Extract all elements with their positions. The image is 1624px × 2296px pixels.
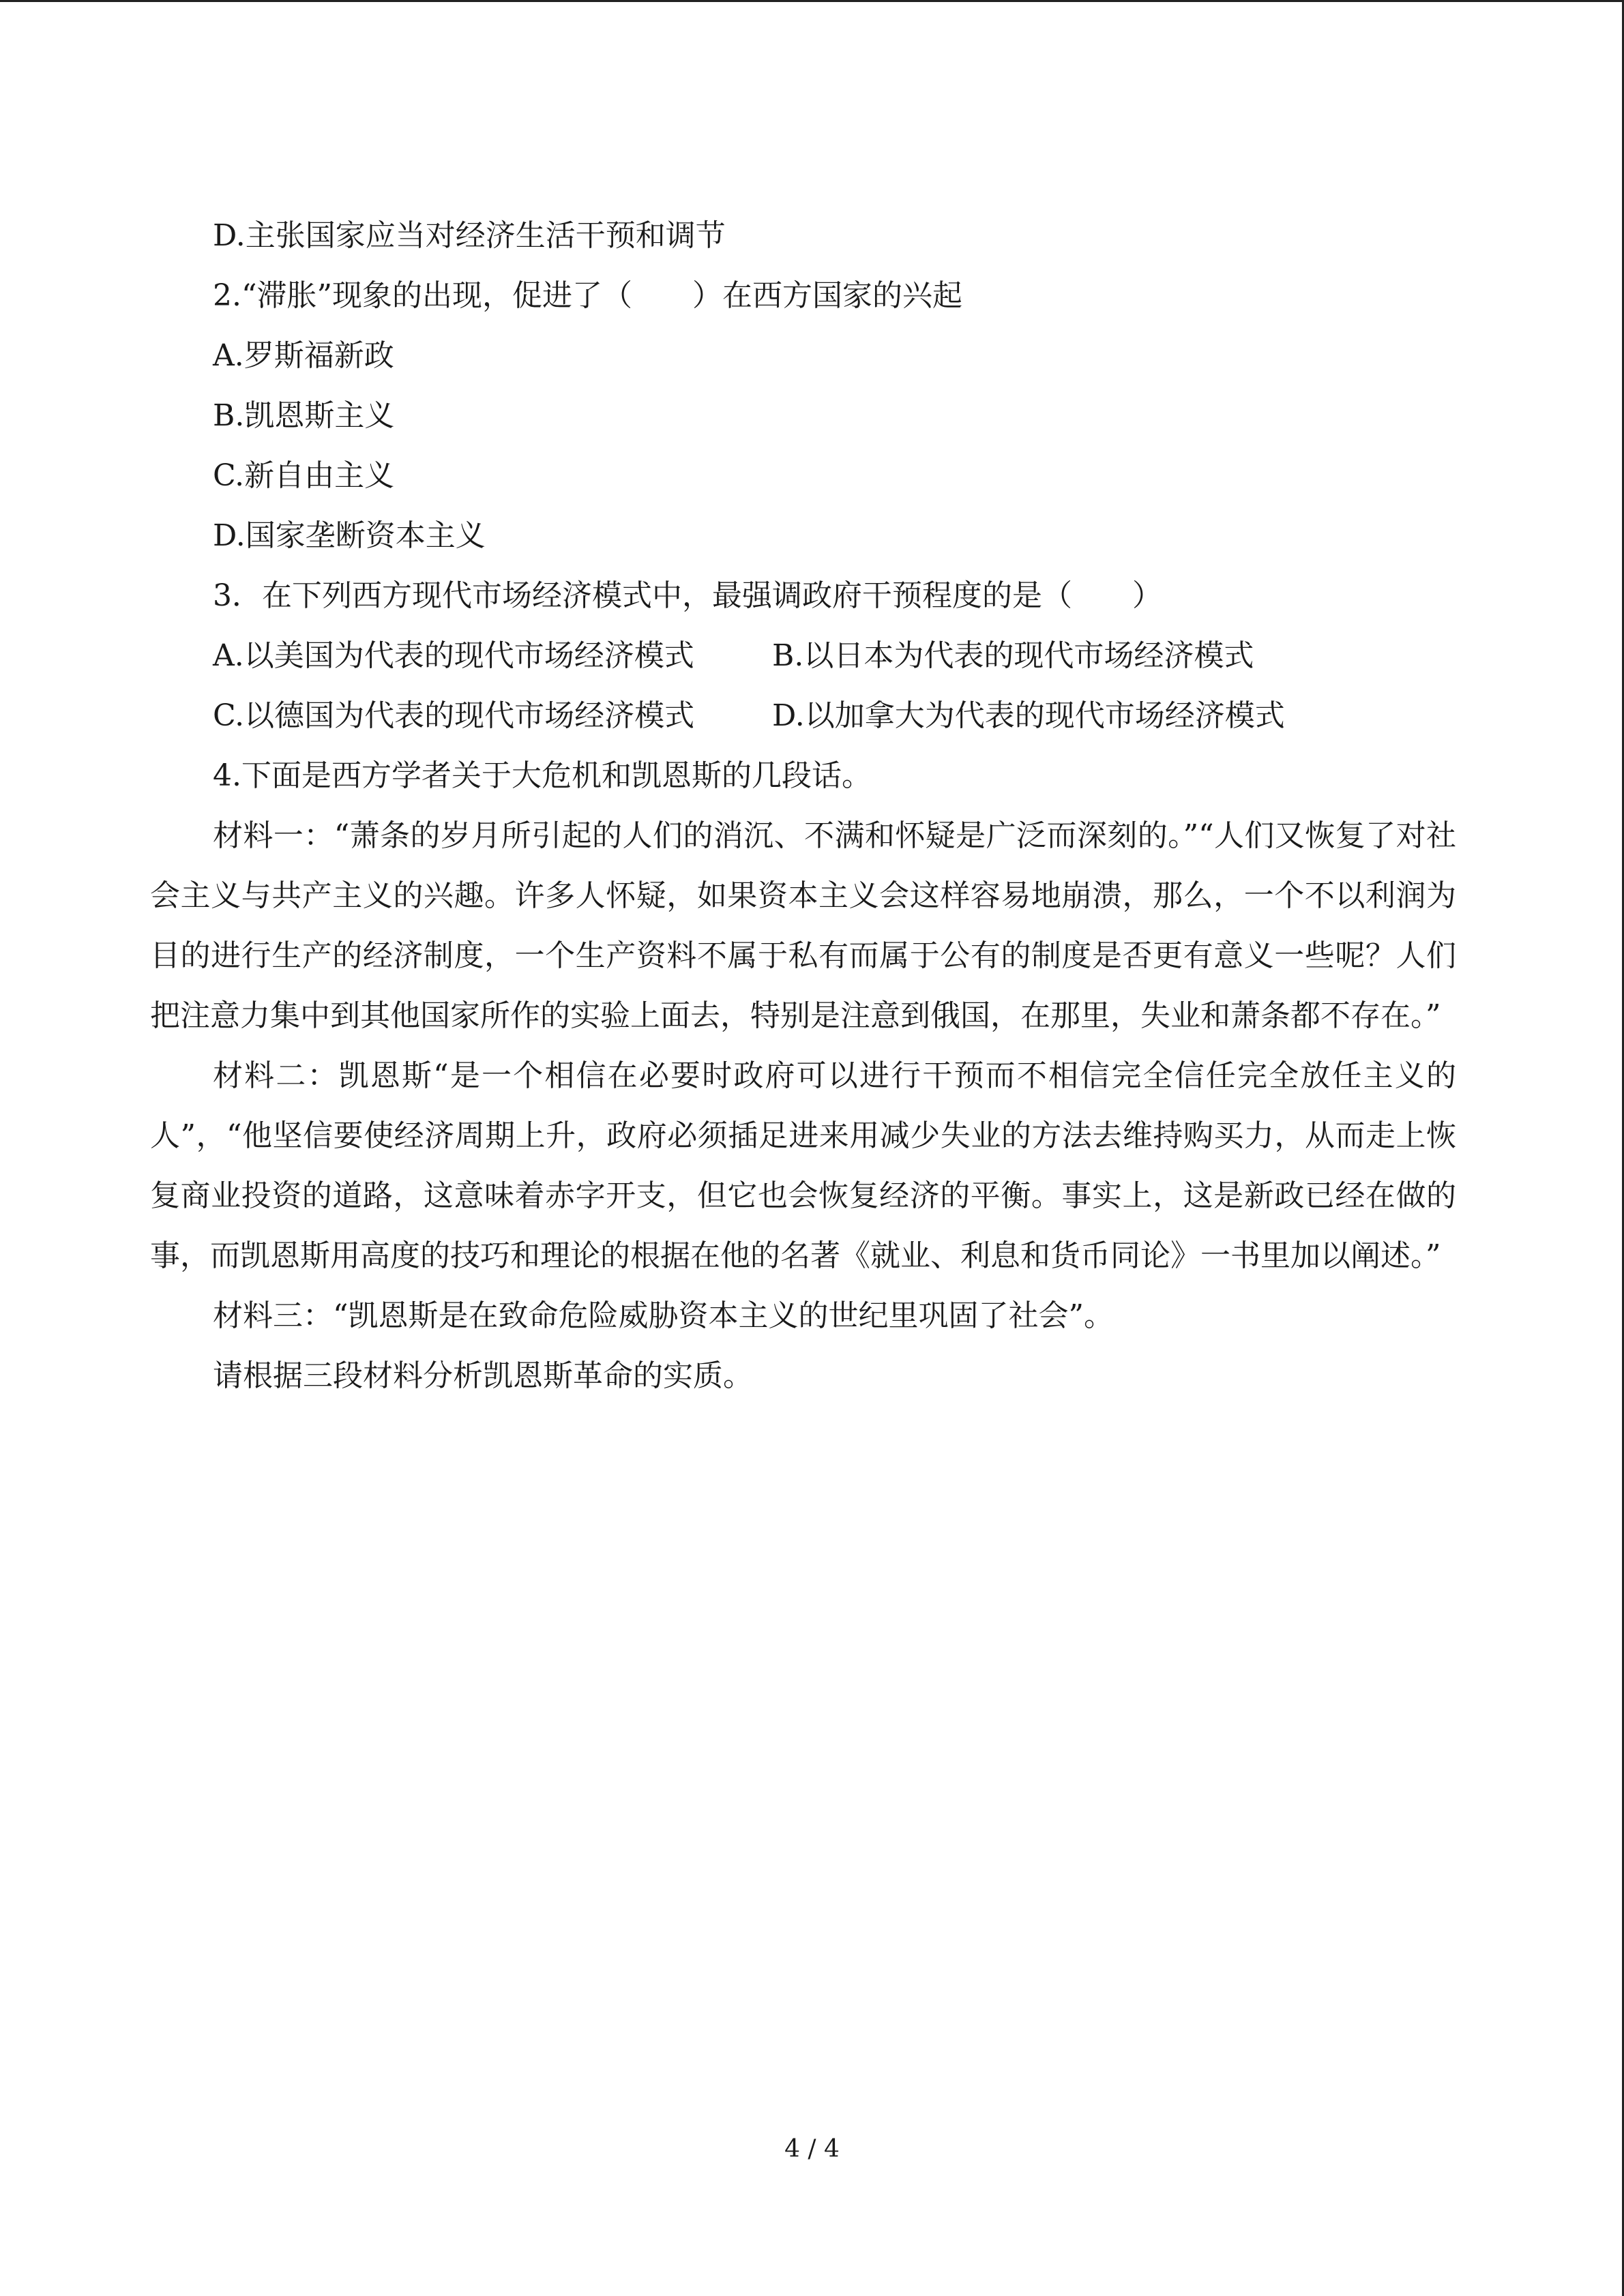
q4-stem: 4.下面是西方学者关于大危机和凯恩斯的几段话。	[213, 758, 872, 793]
q3-option-b: B.以日本为代表的现代市场经济模式	[772, 638, 1254, 673]
page-number: 4 / 4	[784, 2135, 840, 2163]
q3-option-c: C.以德国为代表的现代市场经济模式	[213, 698, 695, 733]
q4-prompt: 请根据三段材料分析凯恩斯革命的实质。	[213, 1358, 753, 1393]
q3-stem: 3．在下列西方现代市场经济模式中，最强调政府干预程度的是（ ）	[213, 578, 1162, 613]
q2-option-b: B.凯恩斯主义	[213, 398, 395, 433]
q2-option-d: D.国家垄断资本主义	[213, 518, 486, 553]
q3-options-row-2	[150, 686, 1456, 746]
document-body	[150, 206, 1456, 1406]
q2-option-a: A.罗斯福新政	[213, 338, 394, 373]
q3-option-a: A.以美国为代表的现代市场经济模式	[213, 638, 694, 673]
q4-material-2: 材料二：凯恩斯“是一个相信在必要时政府可以进行干预而不相信完全信任完全放任主义的人”，“他坚信要使经济周期上升，政府必须插足进来用减少失业的方法去维持购买力，从而走上恢复商业投资的道路，这意味着赤字开支，但它也会恢复经济的平衡。事实上，这是新政已经在做的事，而凯恩斯用高度的技巧和理论的根据在他的名著《就业、利息和货币同论》一书里加以阐述。”	[150, 1058, 1457, 1273]
q4-material-1: 材料一：“萧条的岁月所引起的人们的消沉、不满和怀疑是广泛而深刻的。”“人们又恢复了对社会主义与共产主义的兴趣。许多人怀疑，如果资本主义会这样容易地崩溃，那么，一个不以利润为目的进行生产的经济制度，一个生产资料不属于私有而属于公有的制度是否更有意义一些呢？人们把注意力集中到其他国家所作的实验上面去，特别是注意到俄国，在那里，失业和萧条都不存在。”	[150, 818, 1456, 1033]
q2-stem: 2.“滞胀”现象的出现，促进了（ ）在西方国家的兴起	[213, 278, 962, 313]
q4-material-3: 材料三：“凯恩斯是在致命危险威胁资本主义的世纪里巩固了社会”。	[213, 1298, 1114, 1333]
q3-option-d: D.以加拿大为代表的现代市场经济模式	[772, 698, 1285, 733]
q2-option-c: C.新自由主义	[213, 458, 395, 493]
q3-options-row-1	[150, 626, 1456, 686]
q1-option-d: D.主张国家应当对经济生活干预和调节	[213, 218, 726, 253]
